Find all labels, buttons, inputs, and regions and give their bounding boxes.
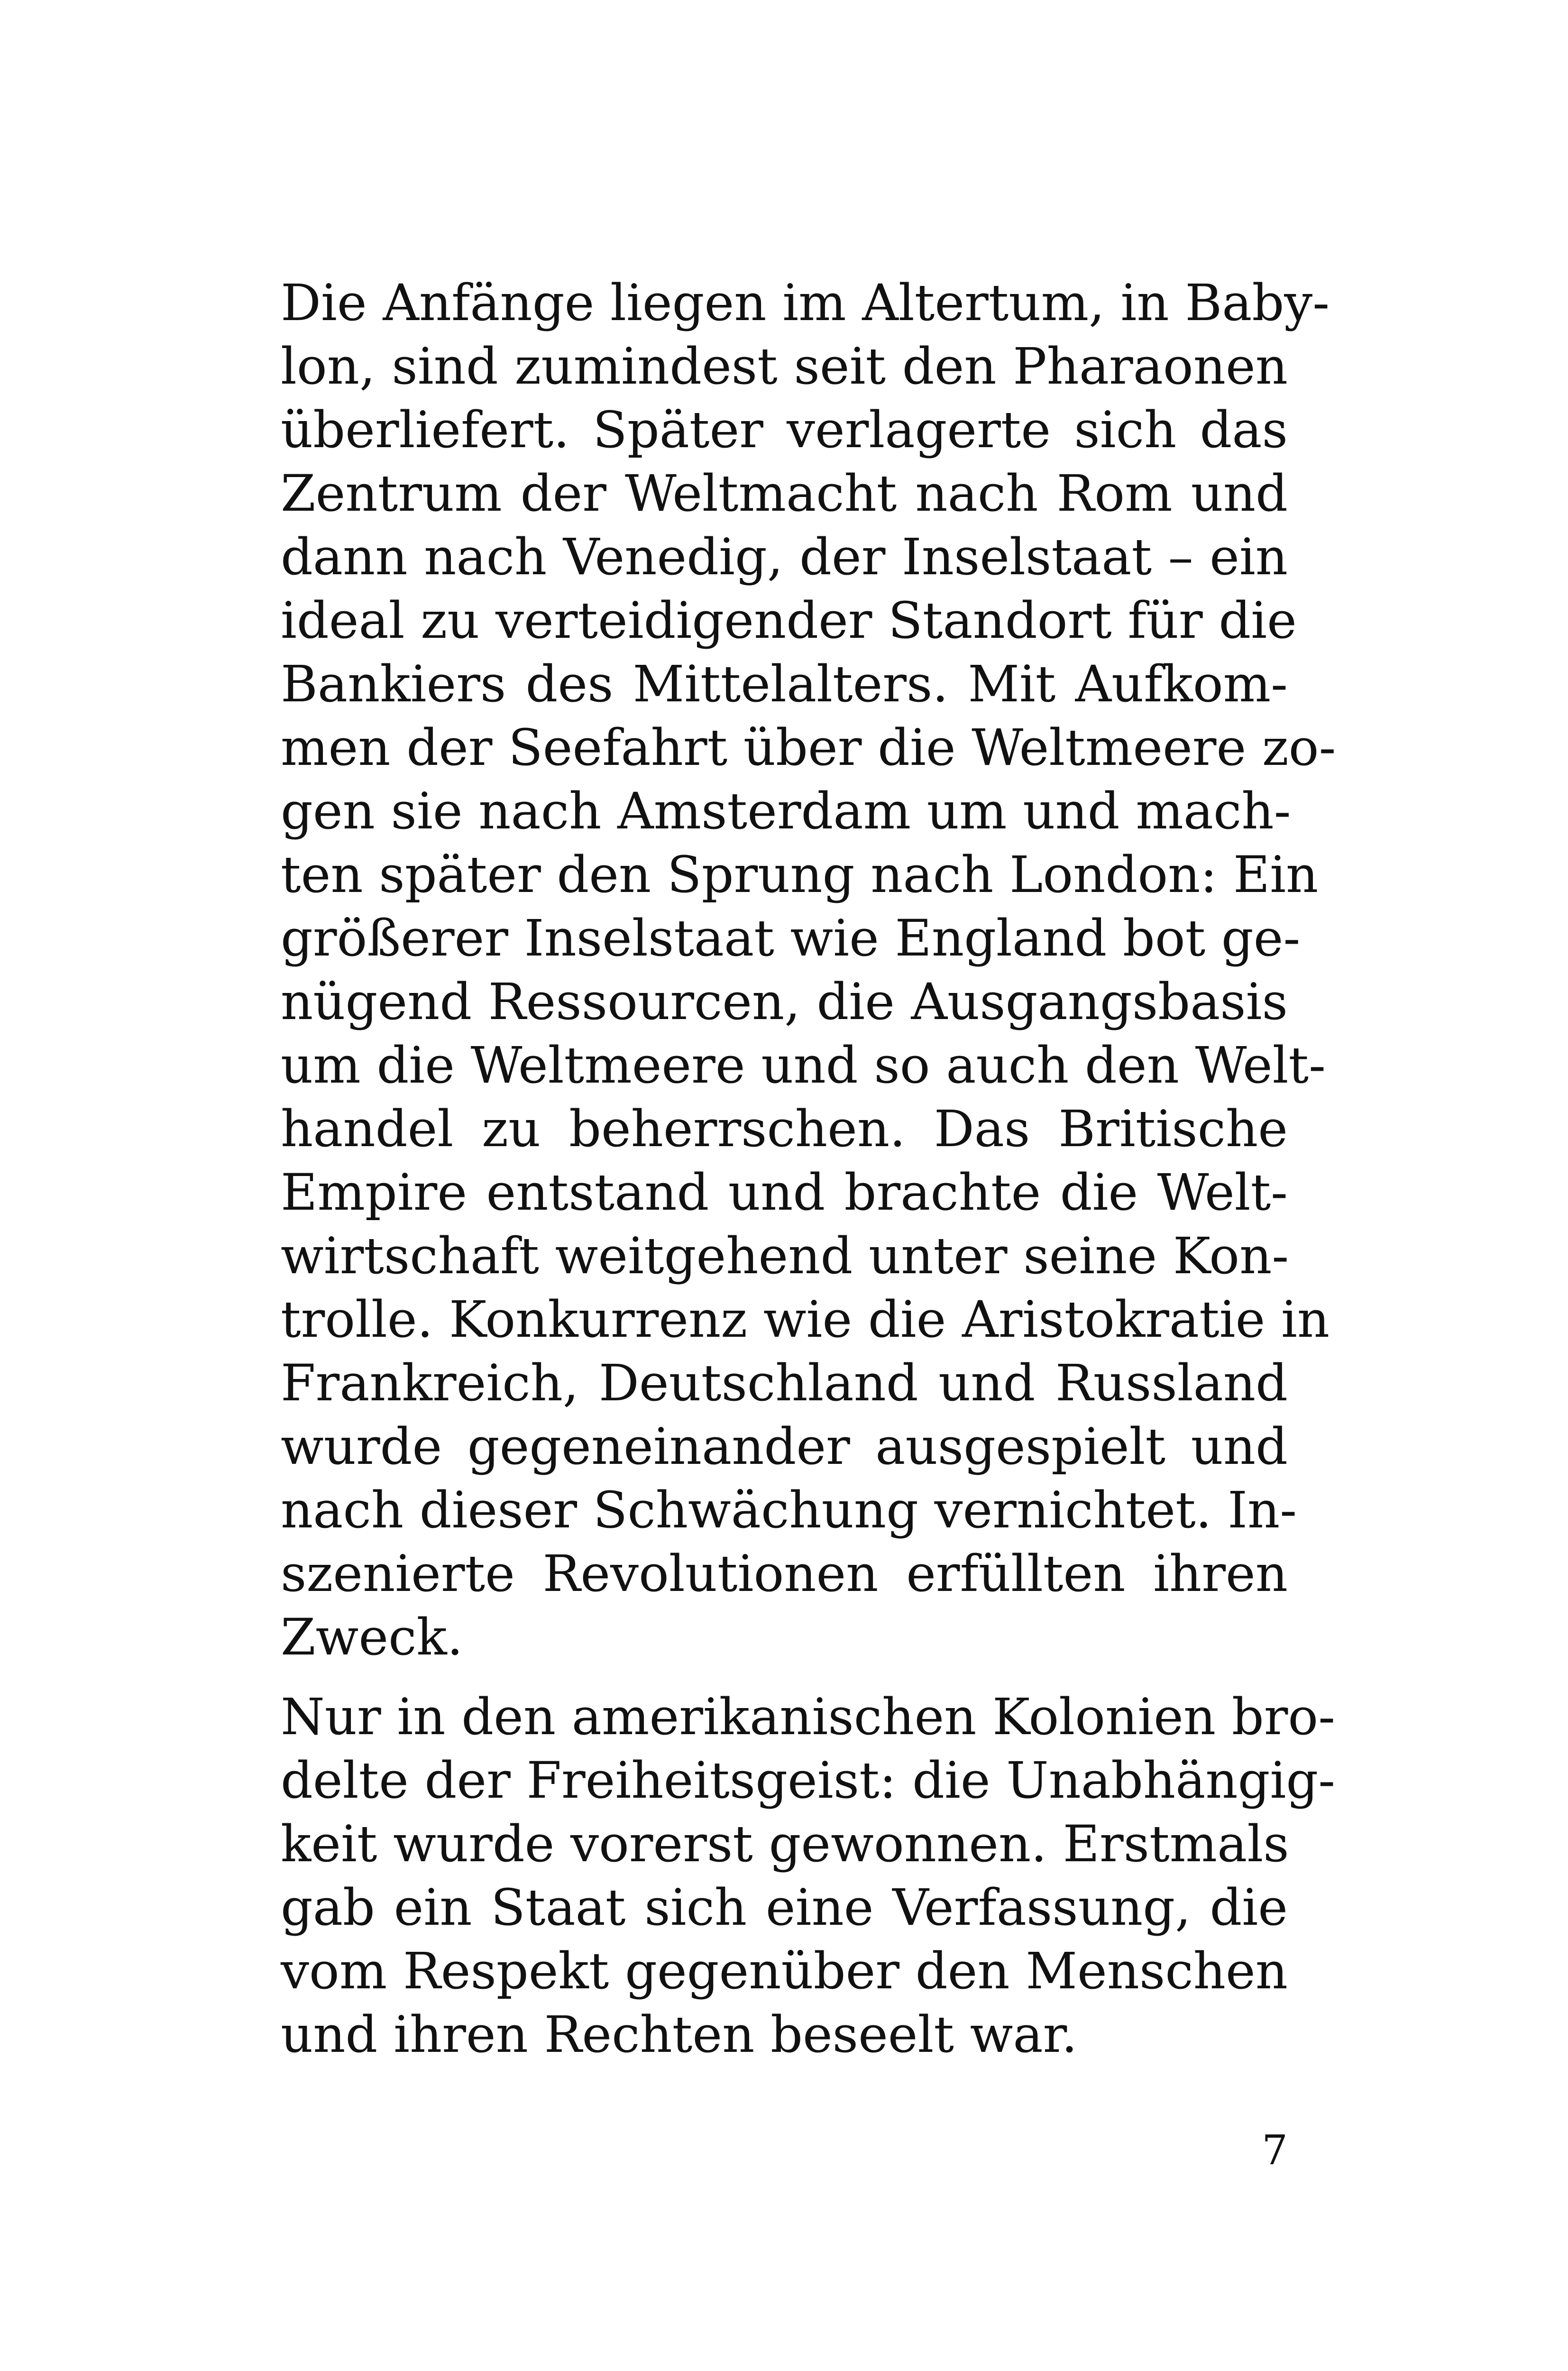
text-line: Nur in den amerikanischen Kolonien bro- <box>281 1688 1336 1746</box>
page-number: 7 <box>1262 2127 1288 2174</box>
text-line: Die Anfänge liegen im Altertum, in Baby- <box>281 274 1330 332</box>
text-line: men der Seefahrt über die Weltmeere zo- <box>281 718 1336 777</box>
text-line: Bankiers des Mittelalters. Mit Aufkom- <box>281 655 1288 713</box>
text-line: szenierte Revolutionen erfüllten ihren <box>281 1544 1288 1603</box>
text-line: Zentrum der Weltmacht nach Rom und <box>281 464 1288 523</box>
text-line: trolle. Konkurrenz wie die Aristokratie in <box>281 1290 1330 1349</box>
text-line: und ihren Rechten beseelt war. <box>281 2005 1078 2064</box>
paragraph-1 <box>281 271 1336 1669</box>
text-line: überliefert. Später verlagerte sich das <box>281 401 1288 459</box>
body-text <box>281 271 1336 2067</box>
text-line: keit wurde vorerst gewonnen. Erstmals <box>281 1815 1289 1873</box>
text-line: handel zu beherrschen. Das Britische <box>281 1100 1288 1158</box>
text-line: um die Weltmeere und so auch den Welt- <box>281 1036 1326 1094</box>
text-line: Zweck. <box>281 1608 463 1666</box>
paragraph-2 <box>281 1685 1336 2067</box>
text-line: größerer Inselstaat wie England bot ge- <box>281 909 1301 967</box>
text-line: Empire entstand und brachte die Welt- <box>281 1163 1288 1222</box>
text-line: nach dieser Schwächung vernichtet. In- <box>281 1481 1297 1539</box>
text-line: vom Respekt gegenüber den Menschen <box>281 1942 1288 2000</box>
text-line: delte der Freiheitsgeist: die Unabhängig- <box>281 1751 1336 1810</box>
text-line: gab ein Staat sich eine Verfassung, die <box>281 1878 1288 1937</box>
text-line: ten später den Sprung nach London: Ein <box>281 845 1319 904</box>
text-line: nügend Ressourcen, die Ausgangsbasis <box>281 973 1288 1031</box>
text-line: gen sie nach Amsterdam um und mach- <box>281 782 1291 840</box>
text-line: wurde gegeneinander ausgespielt und <box>281 1417 1288 1476</box>
text-line: lon, sind zumindest seit den Pharaonen <box>281 337 1288 395</box>
text-line: dann nach Venedig, der Inselstaat – ein <box>281 528 1288 586</box>
text-line: wirtschaft weitgehend unter seine Kon- <box>281 1227 1289 1285</box>
text-line: ideal zu verteidigender Standort für die <box>281 591 1297 650</box>
text-line: Frankreich, Deutschland und Russland <box>281 1354 1288 1412</box>
